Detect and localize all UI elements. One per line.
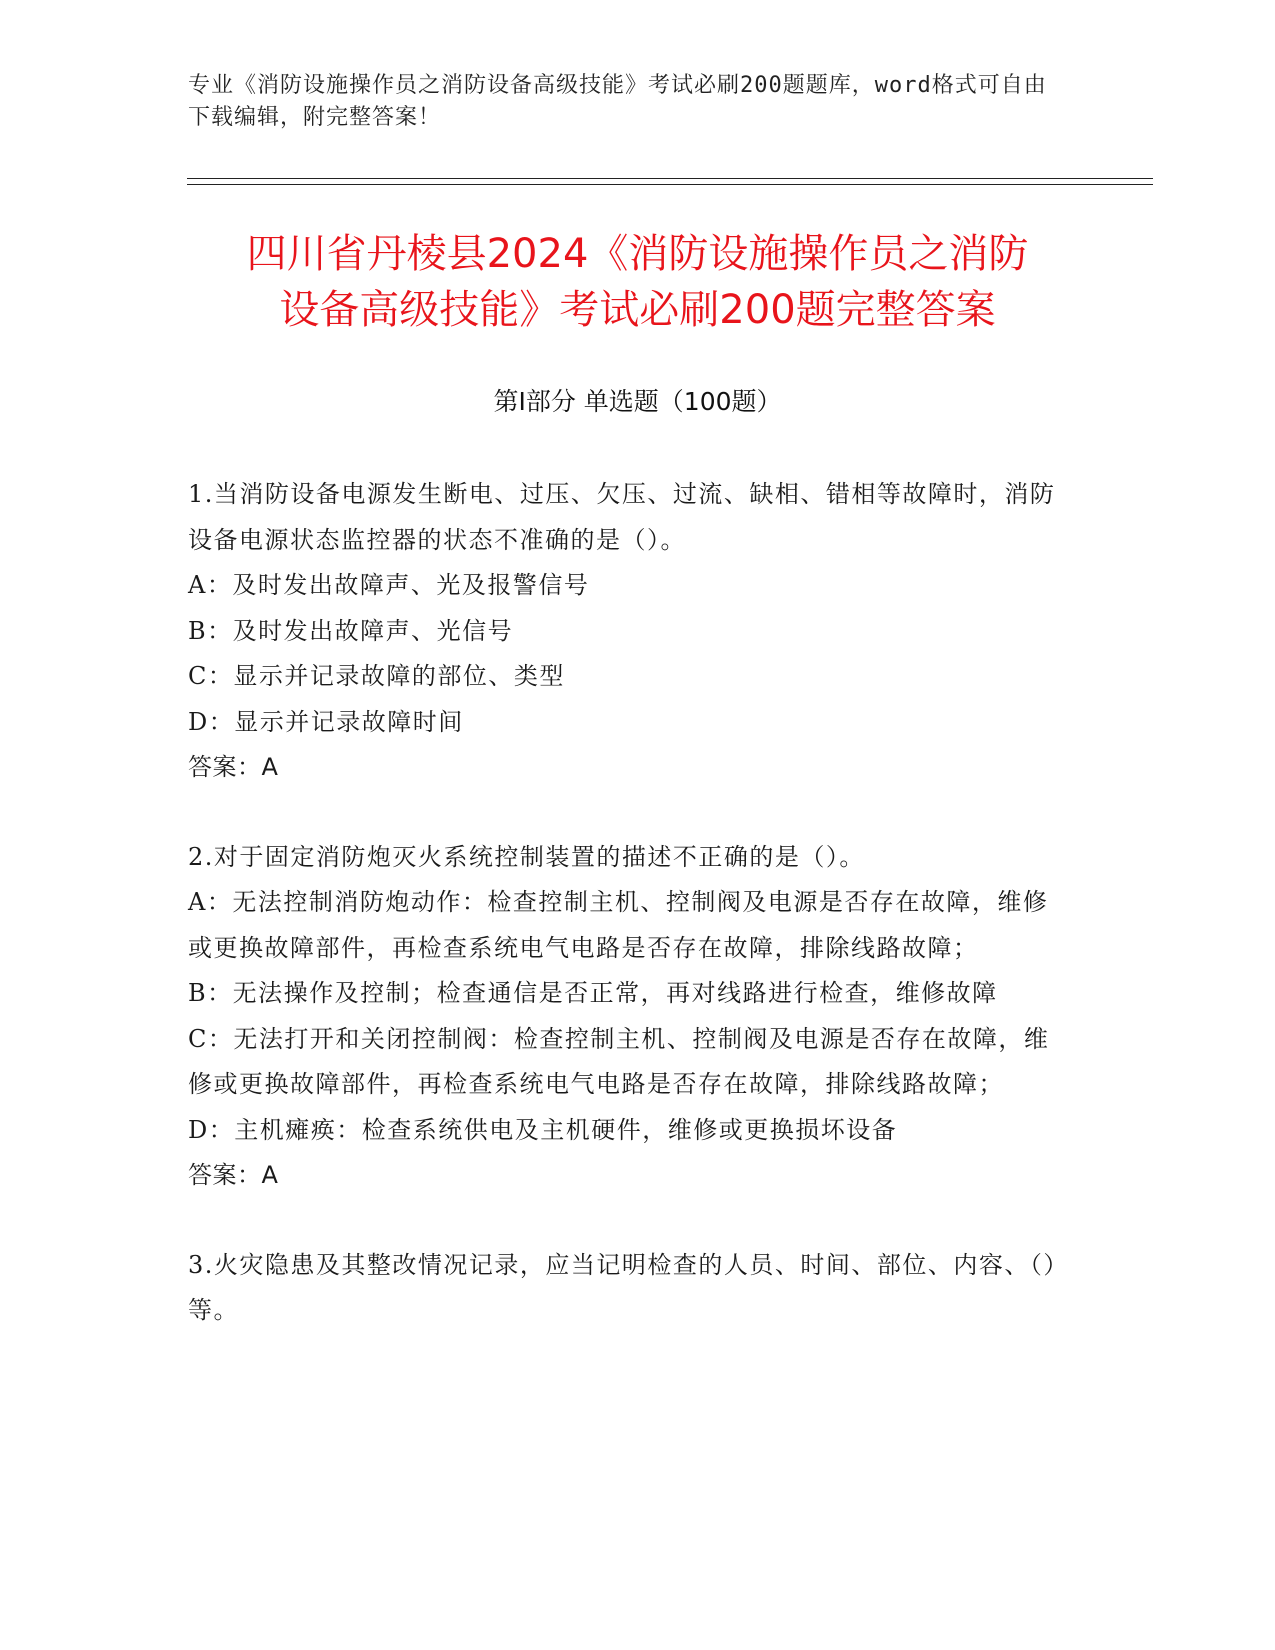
document-title-line-2: 设备高级技能》考试必刷200题完整答案 (279, 287, 996, 333)
document-title (160, 226, 1115, 338)
option-b: B：及时发出故障声、光信号 (188, 616, 514, 645)
question-1 (188, 472, 1068, 791)
question-spacer (188, 1199, 1068, 1243)
option-d: D：显示并记录故障时间 (188, 707, 464, 736)
option-a: A：及时发出故障声、光及报警信号 (188, 571, 590, 599)
question-stem: 2.对于固定消防炮灭火系统控制装置的描述不正确的是（）。 (188, 842, 865, 871)
header-note: 专业《消防设施操作员之消防设备高级技能》考试必刷200题题库，word格式可自由下载编辑，附完整答案！ (188, 73, 1047, 130)
question-2 (188, 835, 1068, 1199)
section-title: 第Ⅰ部分 单选题（100题） (493, 387, 782, 416)
question-stem: 3.火灾隐患及其整改情况记录，应当记明检查的人员、时间、部位、内容、（）等。 (188, 1250, 1057, 1324)
header-rule-top (187, 178, 1153, 179)
header-rule-bottom (187, 184, 1153, 185)
question-stem: 1.当消防设备电源发生断电、过压、欠压、过流、缺相、错相等故障时，消防设备电源状态监控器的状态不准确的是（）。 (188, 480, 1056, 554)
question-list (188, 472, 1068, 1334)
option-d: D：主机瘫痪：检查系统供电及主机硬件，维修或更换损坏设备 (188, 1115, 898, 1144)
option-a: A：无法控制消防炮动作：检查控制主机、控制阀及电源是否存在故障，维修或更换故障部件，再检查系统电气电路是否存在故障，排除线路故障； (188, 888, 1049, 962)
option-c: C：显示并记录故障的部位、类型 (188, 662, 565, 690)
document-title-line-1: 四川省丹棱县2024《消防设施操作员之消防 (246, 231, 1029, 277)
question-3 (188, 1243, 1068, 1334)
answer: 答案：A (188, 753, 279, 781)
option-c: C：无法打开和关闭控制阀：检查控制主机、控制阀及电源是否存在故障，维修或更换故障部件，再检查系统电气电路是否存在故障，排除线路故障； (188, 1024, 1050, 1098)
option-b: B：无法操作及控制；检查通信是否正常，再对线路进行检查，维修故障 (188, 979, 998, 1007)
question-spacer (188, 791, 1068, 835)
answer: 答案：A (188, 1161, 279, 1189)
